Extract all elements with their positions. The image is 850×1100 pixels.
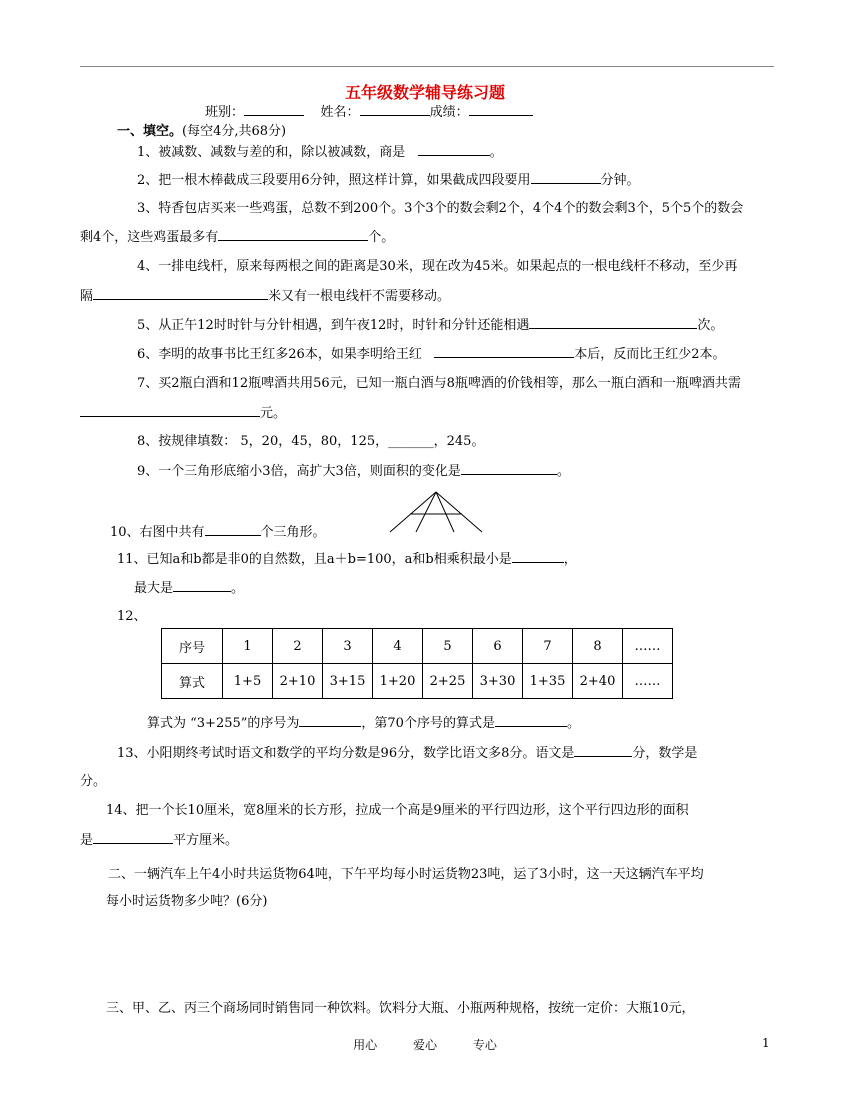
q6-blank[interactable]	[434, 345, 574, 358]
header-rule	[80, 66, 774, 67]
question-3-line1: 3、特香包店买来一些鸡蛋，总数不到200个。3个3个的数会剩2个，4个4个的数会剩3个，5个5个的数会	[137, 201, 744, 216]
q2-blank[interactable]	[531, 171, 601, 184]
q5-end: 次。	[697, 318, 724, 333]
question-13-line2: 分。	[80, 774, 107, 789]
footer-item: 专心	[472, 1038, 497, 1052]
question-6	[137, 345, 726, 364]
table-row	[162, 664, 673, 699]
table-cell: 5	[423, 629, 473, 664]
table-cell: 2+40	[573, 664, 623, 699]
question-5	[137, 316, 723, 335]
table-cell: 8	[573, 629, 623, 664]
q8-end: ，245。	[433, 434, 485, 449]
q12-end: 。	[566, 716, 580, 731]
q14-blank[interactable]	[93, 831, 173, 844]
q10-end: 个三角形。	[260, 525, 326, 540]
question-3-line2	[80, 228, 394, 247]
question-14-line2	[80, 831, 238, 850]
question-8	[137, 433, 484, 451]
table-cell: ……	[623, 629, 673, 664]
table-cell: 4	[373, 629, 423, 664]
class-blank[interactable]	[244, 103, 304, 116]
footer-item: 用心	[353, 1038, 378, 1052]
q12-blank-2[interactable]	[495, 714, 567, 727]
q13-math-text: 分，数学是	[632, 746, 698, 761]
q9-text: 9、一个三角形底缩小3倍，高扩大3倍，则面积的变化是	[137, 464, 461, 479]
q11-max-blank[interactable]	[173, 579, 231, 592]
figure-left-side	[390, 492, 436, 532]
q2-end: 分钟。	[600, 173, 640, 188]
question-11-line1	[117, 550, 577, 569]
q13-text: 13、小阳期终考试时语文和数学的平均分数是96分，数学比语文多8分。语文是	[117, 746, 575, 761]
q7-blank[interactable]	[80, 404, 260, 417]
q14-end: 平方厘米。	[173, 833, 239, 848]
section1-title: 一、填空。	[117, 124, 183, 139]
q4-text: 隔	[80, 289, 94, 304]
question-2	[137, 171, 640, 190]
q1-text: 1、被减数、减数与差的和，除以被减数，商是	[137, 145, 406, 160]
q3-blank[interactable]	[218, 228, 368, 241]
table-cell: 3	[323, 629, 373, 664]
page-number: 1	[762, 1036, 770, 1050]
q11-text: 11、已知a和b都是非0的自然数，且a＋b=100，a和b相乘积最小是	[117, 552, 512, 567]
question-7-line1: 7、买2瓶白酒和12瓶啤酒共用56元，已知一瓶白酒与8瓶啤酒的价钱相等，那么一瓶白酒和一瓶啤酒共需	[137, 376, 741, 391]
q4-end: 米又有一根电线杆不需要移动。	[268, 289, 451, 304]
class-label: 班别：	[205, 105, 245, 120]
q3-end: 个。	[368, 230, 395, 245]
q1-blank[interactable]	[418, 143, 490, 156]
q12-text-b: ，第70个序号的算式是	[361, 716, 495, 731]
figure-inner-line-2	[436, 492, 454, 532]
q1-end: 。	[489, 145, 503, 160]
table-cell: 1+20	[373, 664, 423, 699]
q8-text: 8、按规律填数： 5，20，45，80，125，	[137, 434, 389, 449]
question-11-line2	[134, 579, 244, 598]
table-cell: 3+30	[473, 664, 523, 699]
q6-text: 6、李明的故事书比王红多26本，如果李明给王红	[137, 347, 422, 362]
section1-heading	[117, 123, 286, 141]
table-cell: 6	[473, 629, 523, 664]
table-cell: 算式	[162, 664, 223, 699]
question-12-after	[147, 714, 580, 733]
q11-min-blank[interactable]	[512, 550, 564, 563]
question-4-line1: 4、一排电线杆，原来每两根之间的距离是30米，现在改为45米。如果起点的一根电线杆不移动，至少再	[137, 259, 738, 274]
section2-line1: 二、一辆汽车上午4小时共运货物64吨，下午平均每小时运货物23吨，运了3小时，这一天这辆汽车平均	[108, 867, 704, 882]
question-12-label: 12、	[117, 609, 147, 624]
table-cell: 7	[523, 629, 573, 664]
table-cell: 1	[223, 629, 273, 664]
table-cell: 序号	[162, 629, 223, 664]
question-13-line1	[117, 744, 697, 763]
section1-note: (每空4分,共68分)	[182, 124, 287, 139]
q8-blank[interactable]: _______	[388, 434, 434, 449]
student-info-line	[205, 103, 533, 122]
question-4-line2	[80, 287, 450, 306]
q3-text: 剩4个，这些鸡蛋最多有	[80, 230, 219, 245]
q9-end: 。	[556, 464, 570, 479]
table-cell: ……	[623, 664, 673, 699]
table-cell: 3+15	[323, 664, 373, 699]
table-cell: 2	[273, 629, 323, 664]
section3-line1: 三、甲、乙、丙三个商场同时销售同一种饮料。饮料分大瓶、小瓶两种规格，按统一定价：大瓶10元，	[106, 1001, 695, 1016]
q4-blank[interactable]	[93, 287, 268, 300]
footer-item: 爱心	[412, 1038, 437, 1052]
sequence-table	[161, 628, 673, 699]
q11-end: 。	[231, 581, 245, 596]
q11-max-text: 最大是	[134, 581, 174, 596]
score-blank[interactable]	[469, 103, 533, 116]
question-7-line2	[80, 404, 286, 423]
q7-end: 元。	[260, 406, 287, 421]
q11-comma: ，	[563, 552, 577, 567]
q12-blank-1[interactable]	[299, 714, 361, 727]
table-cell: 2+10	[273, 664, 323, 699]
table-cell: 2+25	[423, 664, 473, 699]
figure-inner-line-1	[416, 492, 436, 532]
table-row	[162, 629, 673, 664]
q5-blank[interactable]	[529, 316, 697, 329]
q2-text: 2、把一根木棒截成三段要用6分钟，照这样计算，如果截成四段要用	[137, 173, 531, 188]
triangle-figure	[388, 490, 484, 534]
question-1	[137, 143, 503, 162]
q5-text: 5、从正午12时时针与分针相遇，到午夜12时，时针和分针还能相遇	[137, 318, 530, 333]
q10-blank[interactable]	[205, 523, 261, 536]
question-10	[110, 523, 326, 542]
q13-chinese-blank[interactable]	[574, 744, 632, 757]
table-cell: 1+5	[223, 664, 273, 699]
name-blank[interactable]	[360, 103, 430, 116]
page-footer	[0, 1036, 850, 1053]
table-cell: 1+35	[523, 664, 573, 699]
q9-blank[interactable]	[461, 462, 557, 475]
name-label: 姓名：	[320, 105, 360, 120]
figure-right-side	[436, 492, 482, 532]
q14-text: 是	[80, 833, 94, 848]
q10-text: 10、右图中共有	[110, 525, 205, 540]
score-label: 成绩：	[429, 105, 469, 120]
page-title: 五年级数学辅导练习题	[344, 83, 505, 102]
question-14-line1: 14、把一个长10厘米，宽8厘米的长方形，拉成一个高是9厘米的平行四边形，这个平行四边形的面积	[106, 803, 689, 818]
q12-text-a: 算式为 “3+255”的序号为	[147, 716, 300, 731]
section2-line2: 每小时运货物多少吨？(6分)	[106, 894, 268, 909]
question-9	[137, 462, 570, 481]
q6-end: 本后，反而比王红少2本。	[574, 347, 726, 362]
